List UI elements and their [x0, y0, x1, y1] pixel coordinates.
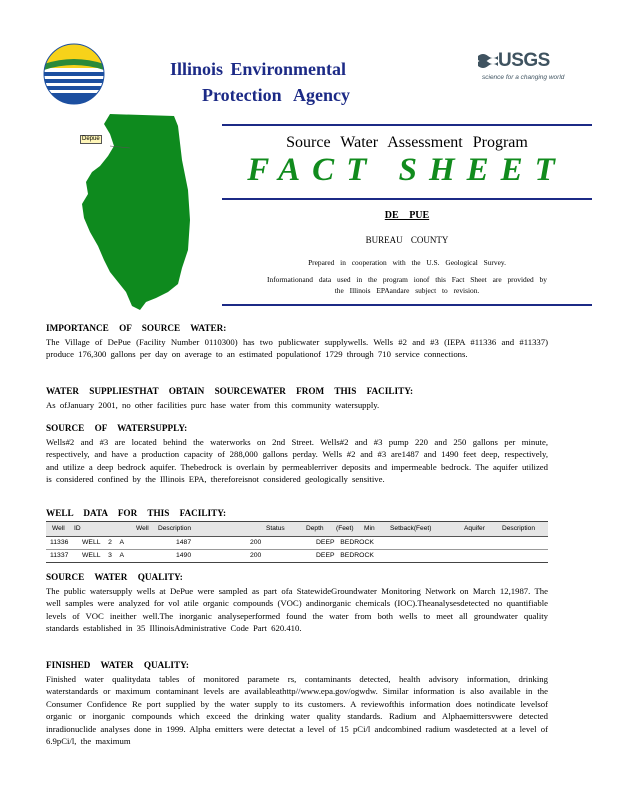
agency-name: [170, 56, 370, 108]
prepared-note: Prepared in cooperation with the U.S. Geological Survey.: [308, 258, 506, 267]
header-rule-top: [222, 124, 592, 126]
importance-text: The Village of DePue (Facility Number 0110300) has two publicwater supplywells. Wells #2 and #3 (IEPA #11336 and #11337) produce 176,300 gallons per day on average to an estimated populationof 1729 through 710 service connections.: [46, 337, 548, 360]
info-note-line1: Informationand data used in the program ionof this Fact Sheet are provided by: [267, 275, 547, 284]
map-label-depue: Depue: [82, 136, 100, 142]
finished-title: FINISHED WATER QUALITY:: [46, 660, 189, 670]
table-row: [46, 550, 548, 562]
cell-id: 11337: [50, 552, 69, 559]
quality-title: SOURCE WATER QUALITY:: [46, 572, 183, 582]
cell-setback: 200: [250, 539, 262, 546]
well-data-table: [46, 521, 548, 563]
usgs-logo: [478, 50, 568, 86]
usgs-tagline: science for a changing world: [482, 74, 565, 81]
header-rule-bottom: [222, 198, 592, 200]
col-status: Status: [266, 525, 285, 532]
info-note-line2: the Illinois EPAandare subject to revision.: [334, 286, 480, 295]
supplies-text: As ofJanuary 2001, no other facilities purc hase water from this community watersupply.: [46, 400, 380, 410]
col-depth: Depth: [306, 525, 324, 532]
col-min: Min: [364, 525, 375, 532]
usgs-wordmark: USGS: [498, 50, 550, 71]
town-name-text: DE PUE: [384, 210, 430, 221]
supplies-title: WATER SUPPLIESTHAT OBTAIN SOURCEWATER FROM THIS FACILITY:: [46, 386, 414, 396]
cell-id: 11336: [50, 539, 69, 546]
agency-word-agency: Agency: [293, 85, 350, 105]
usgs-wave-icon: [478, 52, 498, 72]
agency-word-environmental: Environmental: [230, 59, 346, 79]
cell-name: WELL 2 A: [82, 539, 124, 546]
table-header: [46, 522, 548, 537]
town-name: [222, 210, 592, 221]
col-well: Well: [52, 525, 65, 532]
agency-word-illinois: Illinois: [170, 59, 224, 79]
cell-aquifer: DEEP BEDROCK: [316, 552, 374, 559]
cell-depth: 1487: [176, 539, 192, 546]
quality-text: The public watersupply wells at DePue were sampled as part ofa StatewideGroundwater Monitoring Network on March 12,1987. The well samples were analyzed for vol atile organic compounds (VOC) andinorganic chemicals (IOC).Theanalysesdetected no quantifiable levels of VOC ineither well.The inorganic analyseperformed found the water from both wells to meet all groundwater quality standards established in 35 IllinoisAdministrative Code Part 620.410.: [46, 586, 548, 634]
county-name: BUREAU COUNTY: [365, 235, 449, 245]
col-aquifer-description: Description: [502, 525, 535, 532]
cell-name: WELL 3 A: [82, 552, 124, 559]
col-feet: (Feet): [336, 525, 354, 532]
agency-word-protection: Protection: [202, 85, 282, 105]
col-aquifer: Aquifer: [464, 525, 485, 532]
well-data-title: WELL DATA FOR THIS FACILITY:: [46, 508, 227, 518]
program-title: Source Water Assessment Program: [286, 134, 528, 151]
iepa-logo: [42, 42, 106, 106]
finished-text: Finished water qualitydata tables of monitored paramete rs, contaminants detected, health advisory information, drinking waterstandards or maximum contaminant levels are availableathttp//www.epa.gov/ogwdw. Similar information is also available in the Consumer Confidence Re port supplied by the water supply to its customers. A reviewofthis information does notindicate levelsof organic or inorganic compounds which exceed the drinking water quality standards. Radium and Alphaemittersvwere detected inradionuclide analyses done in 1999. Alpha emitters were detectat a level of 15 pCi/l andcombined radium wasdetected at a level of 6.9pCi/l, the maximum: [46, 674, 548, 747]
cell-depth: 1490: [176, 552, 192, 559]
table-row: [46, 537, 548, 550]
col-id: ID: [74, 525, 81, 532]
cell-setback: 200: [250, 552, 262, 559]
fact-sheet-title: FACT SHEET: [247, 152, 567, 188]
col-setback: Setback(Feet): [390, 525, 432, 532]
importance-title: IMPORTANCE OF SOURCE WATER:: [46, 323, 227, 333]
cell-aquifer: DEEP BEDROCK: [316, 539, 374, 546]
col-description: Description: [158, 525, 191, 532]
header-rule-end: [222, 304, 592, 306]
source-text: Wells#2 and #3 are located behind the waterworks on 2nd Street. Wells#2 and #3 pump 220 and 250 gallons per minute, respectively, and have a production capacity of 288,000 gallons perday. Wells #2 and #3 are1487 and 1490 feet deep, respectively, and utilize a deep bedrock aquifer. Thebedrock is overlain by permeablerriver deposits and impermeable bedrock. The aquifer utilized is considered confined by the Illinois EPA, thereforeisnot considered geologically sensitive.: [46, 437, 548, 485]
source-title: SOURCE OF WATERSUPPLY:: [46, 423, 188, 433]
col-well-2: Well: [136, 525, 149, 532]
